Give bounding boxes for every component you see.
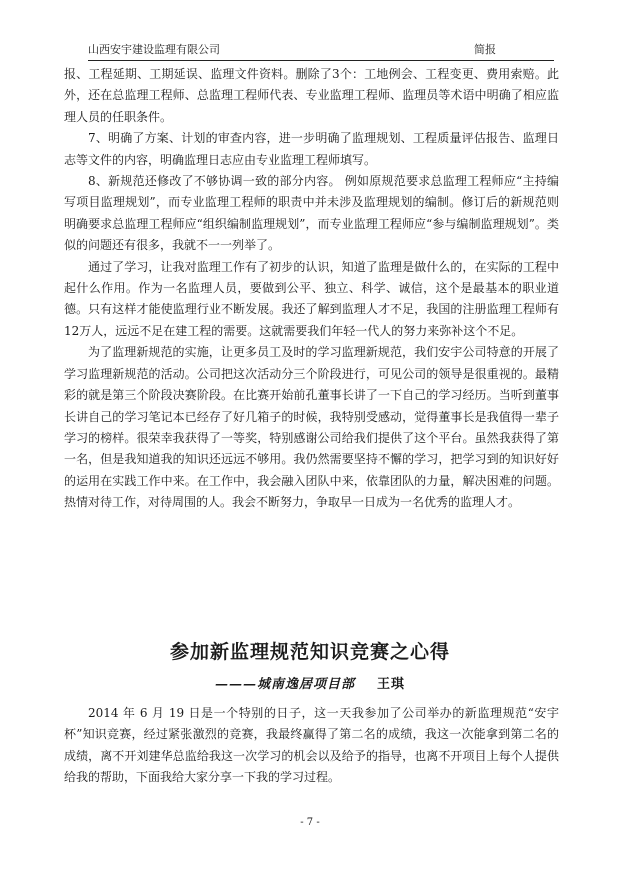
article-paragraph-intro: 2014 年 6 月 19 日是一个特别的日子，这一天我参加了公司举办的新监理规范“安宇杯”知识竞赛，经过紧张激烈的竞赛，我最终赢得了第二名的成绩，我这一次能拿到第二名的成绩，离不开刘建华总监给我这一次学习的机会以及给予的指导，也离不开项目上每个人提供给我的帮助，下面我给大家分享一下我的学习过程。 [64, 706, 559, 785]
paragraph-item-7: 7、明确了方案、计划的审查内容，进一步明确了监理规划、工程质量评估报告、监理日志等文件的内容，明确监理日志应由专业监理工程师填写。 [64, 131, 559, 167]
paragraph-activity-reflection: 为了监理新规范的实施，让更多员工及时的学习监理新规范，我们安宇公司特意的开展了学习监理新规范的活动。公司把这次活动分三个阶段进行，可见公司的领导是很重视的。最精彩的就是第三个阶段决赛阶段。在比赛开始前孔董事长讲了一下自己的学习经历。当听到董事长讲自己的学习笔记本已经存了好几箱子的时候，我特别受感动，觉得董事长是我值得一辈子学习的榜样。很荣幸我获得了一等奖，特别感谢公司给我们提供了这个平台。虽然我获得了第一名，但是我知道我的知识还远远不够用。我仍然需要坚持不懈的学习，把学习到的知识好好的运用在实践工作中来。在工作中，我会融入团队中来，依靠团队的力量，解决困难的问题。热情对待工作，对待周围的人。我会不断努力，争取早一日成为一名优秀的监理人才。 [64, 345, 559, 510]
paragraph-learning-summary: 通过了学习，让我对监理工作有了初步的认识，知道了监理是做什么的，在实际的工程中起什么作用。作为一名监理人员，要做到公平、独立、科学、诚信，这个是最基本的职业道德。只有这样才能使监理行业不断发展。我还了解到监理人才不足，我国的注册监理工程师有12万人，远远不足在建工程的需要。这就需要我们年轻一代人的努力来弥补这个不足。 [64, 259, 559, 338]
byline-department: ———城南逸居项目部 [214, 677, 355, 692]
paragraph-item-8: 8、新规范还修改了不够协调一致的部分内容。 例如原规范要求总监理工程师应“主持编写项目监理规划”，而专业监理工程师的职责中并未涉及监理规划的编制。修订后的新规范则明确要求总监理工程师应“组织编制监理规划”，而专业监理工程师应“参与编制监理规划”。类似的问题还有很多，我就不一一列举了。 [64, 174, 559, 253]
article-byline [0, 676, 620, 694]
page-header [88, 42, 554, 61]
article-body [64, 703, 559, 789]
article-title: 参加新监理规范知识竞赛之心得 [169, 641, 450, 663]
continued-article-body [64, 64, 559, 514]
page-number: - 7 - [300, 817, 320, 828]
header-company-name: 山西安宇建设监理有限公司 [88, 43, 220, 56]
header-section-title: 简报 [474, 43, 496, 56]
paragraph-continued: 报、工程延期、工期延误、监理文件资料。删除了3个：工地例会、工程变更、费用索赔。此外，还在总监理工程师、总监理工程师代表、专业监理工程师、监理员等术语中明确了相应监理人员的任职条件。 [64, 67, 559, 124]
byline-author: 王琪 [377, 677, 406, 692]
